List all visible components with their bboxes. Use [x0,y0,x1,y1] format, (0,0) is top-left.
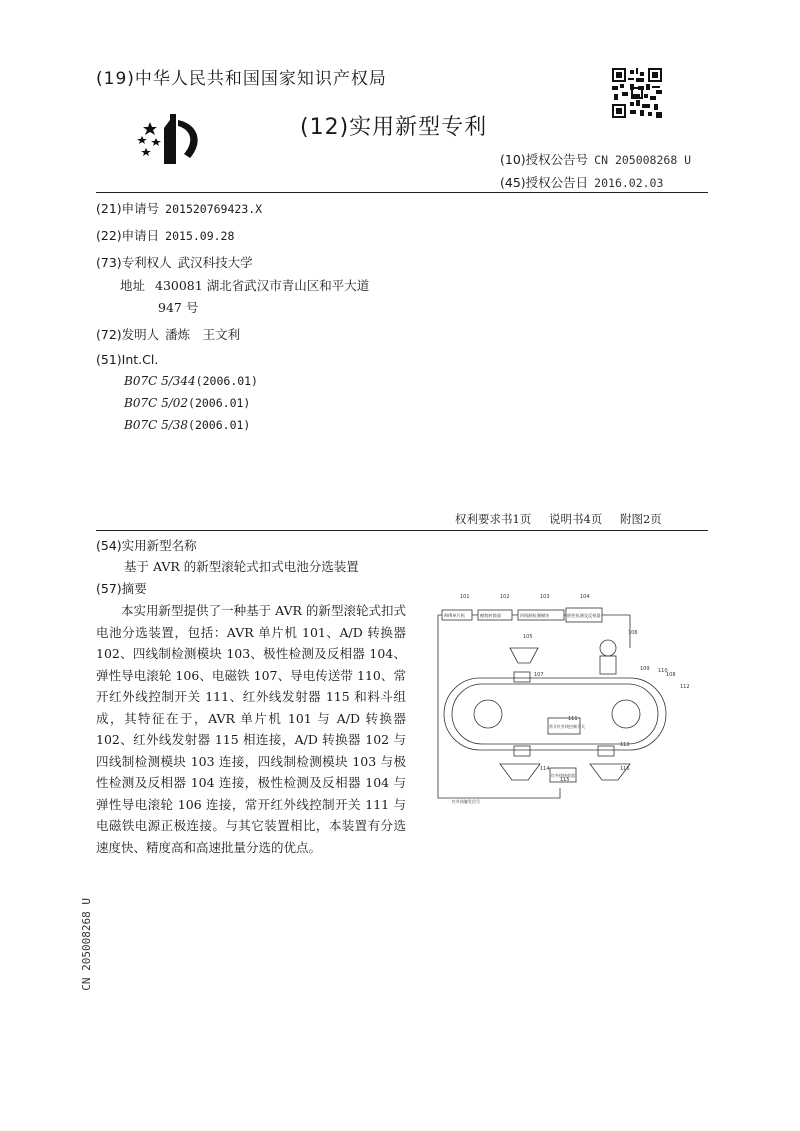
abstract-text: 本实用新型提供了一种基于 AVR 的新型滚轮式扣式电池分选装置，包括：AVR 单片机 101、A/D 转换器 102、四线制检测模块 103、极性检测及反相器 104、弹性导电滚轮 106、电磁铁 107、导电传送带 110、常开红外线控制开关 111、红外线发射器 115 和料斗组成，其特征在于，AVR 单片机 101 与 A/D 转换器 102、红外线发射器 115 相连接，A/D 转换器 102 与四线制检测模块 103 连接，四线制检测模块 103 与极性检测及反相器 104 连接，极性检测及反相器 104 与弹性导电滚轮 106 连接，常开红外线控制开关 111 与电磁铁电源正极连接。与其它装置相比，本装置有分选速度快、精度高和高速批量分选的优点。 [96,603,406,855]
figure-box-text: 模数转换器 [480,613,501,618]
filing-date-label: (22)申请日 [96,228,160,243]
figure-label: 114 [540,766,550,772]
claims-pages: 权利要求书1页 [455,512,532,526]
grant-number-label: (10)授权公告号 [500,152,589,167]
figure-label: 109 [640,666,650,672]
ipc-code: B07C 5/38 [124,418,189,432]
utility-model-title: 基于 AVR 的新型滚轮式扣式电池分选装置 [124,559,359,574]
figure-label: 113 [620,742,630,748]
drawing-pages: 附图2页 [619,512,662,526]
application-number-row [96,199,262,217]
qr-code-icon [612,68,662,118]
ipc-version: (2006.01) [188,396,251,410]
figure-box-text: 四线制检测模块 [520,613,550,618]
grant-date-label: (45)授权公告日 [500,175,589,190]
address-line-2: 947 号 [158,300,199,315]
ipc-item [124,374,258,388]
side-publication-number: CN 205008268 U [80,898,93,991]
hopper [510,648,538,663]
figure-label: 103 [540,594,550,600]
figure-label: 110 [658,668,668,674]
inventors: 潘炼 王文利 [165,327,241,342]
figure-box-text: 红外线接收器 [551,773,575,778]
ipc-item [124,396,250,410]
application-number: 201520769423.X [165,202,263,216]
figure-label: 111 [568,716,578,722]
grant-number: CN 205008268 U [594,153,692,167]
figure-box-text: 常开红外线控制开关 [549,724,585,729]
ipc-code: B07C 5/344 [124,374,196,388]
patentee: 武汉科技大学 [177,255,253,270]
address-row [120,276,369,294]
grant-number-row [500,150,691,168]
patent-type: (12)实用新型专利 [300,115,488,140]
ipc-version: (2006.01) [188,418,251,432]
patentee-label: (73)专利权人 [96,255,172,270]
filing-date: 2015.09.28 [165,229,235,243]
ipc-label: (51)Int.Cl. [96,352,159,367]
address-label: 地址 [120,278,146,293]
conveyor-belt [444,678,666,750]
figure-label: 107 [534,672,544,678]
cnipa-logo [130,108,210,168]
ipc-code: B07C 5/02 [124,396,189,410]
device-schematic-figure [430,588,690,808]
figure-bottom-text: 红外线触发信号 [452,799,480,804]
figure-box-text: 极性检测及反相器 [567,613,601,618]
figure-label: 108 [666,672,676,678]
figure-label: 106 [628,630,638,636]
grant-date: 2016.02.03 [594,176,664,190]
ipc-version: (2006.01) [195,374,258,388]
header-divider [96,192,708,193]
elastic-roller [600,640,616,656]
figure-label: 112 [680,684,690,690]
figure-label: 115 [560,777,570,783]
grant-date-row [500,173,663,191]
address-line-1: 430081 湖北省武汉市青山区和平大道 [155,278,370,293]
figure-label: 104 [580,594,590,600]
office-name: (19)中华人民共和国国家知识产权局 [96,69,387,89]
inventor-label: (72)发明人 [96,327,160,342]
utility-model-title-label: (54)实用新型名称 [96,538,197,553]
figure-label: 116 [620,766,630,772]
patentee-row [96,253,253,271]
description-pages: 说明书4页 [548,512,603,526]
inventor-row [96,325,240,343]
application-number-label: (21)申请号 [96,201,160,216]
page-counts [455,511,676,527]
abstract-label: (57)摘要 [96,581,147,596]
figure-label: 102 [500,594,510,600]
ipc-item [124,418,250,432]
filing-date-row [96,226,234,244]
figure-label: 101 [460,594,470,600]
section-divider [96,530,708,531]
figure-label: 105 [523,634,533,640]
figure-box-text: AVR单片机 [444,613,465,618]
